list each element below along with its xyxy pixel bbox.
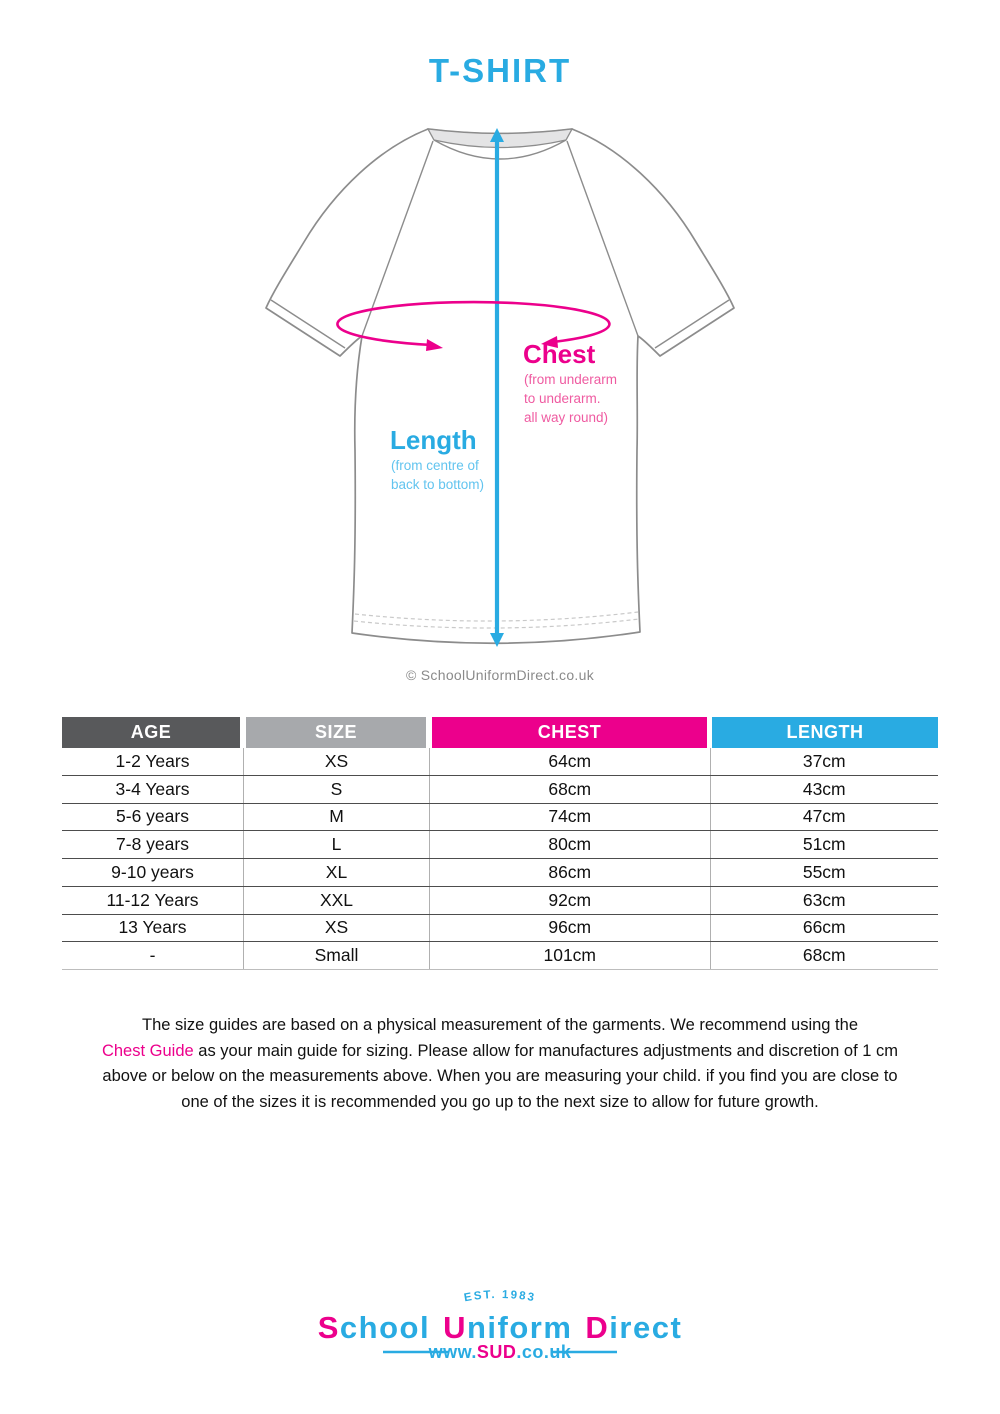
table-row	[62, 887, 938, 915]
cell-chest: 96cm	[429, 915, 710, 942]
logo-word2-initial: U	[443, 1310, 467, 1345]
column-header-size: SIZE	[246, 717, 426, 748]
logo-word3-rest: irect	[609, 1310, 683, 1345]
cell-age: 7-8 years	[116, 834, 189, 855]
logo-word1-rest: chool	[339, 1310, 431, 1345]
table-row	[62, 831, 938, 859]
cell-age: 11-12 Years	[106, 889, 199, 910]
school-uniform-direct-logo	[280, 1272, 720, 1372]
note-line-1: The size guides are based on a physical measurement of the garments. We recommend using the	[142, 1016, 858, 1034]
note-line-4: one of the sizes it is recommended you go up to the next size to allow for future growth.	[181, 1092, 819, 1111]
chest-sub-line-2: to underarm.	[524, 391, 601, 406]
note-line-2-rest: as your main guide for sizing. Please allow for manufactures adjustments and discretion of 1 cm	[193, 1041, 899, 1060]
length-sub-line-2: back to bottom)	[391, 477, 485, 492]
brand-logo	[280, 1272, 720, 1372]
cell-length: 51cm	[710, 831, 939, 858]
page-title: T-SHIRT	[428, 52, 572, 89]
size-table	[62, 717, 938, 970]
cell-size: L	[243, 831, 429, 858]
logo-url-text	[428, 1342, 572, 1362]
cell-size: Small	[243, 942, 429, 969]
cell-length: 37cm	[710, 748, 939, 775]
table-row	[62, 942, 938, 970]
logo-main-text	[318, 1310, 683, 1345]
cell-size: XS	[243, 748, 429, 775]
length-label: Length	[390, 425, 477, 455]
cell-chest: 92cm	[429, 887, 710, 914]
cell-chest: 68cm	[429, 776, 710, 803]
cell-length: 63cm	[710, 887, 939, 914]
table-row	[62, 915, 938, 943]
logo-est-textpath: EST. 1983	[463, 1288, 537, 1305]
table-row	[62, 776, 938, 804]
logo-est-text	[463, 1289, 537, 1304]
cell-size: XXL	[243, 887, 429, 914]
cell-length: 68cm	[710, 942, 939, 969]
chest-label: Chest	[523, 339, 596, 369]
cell-age: 5-6 years	[116, 806, 189, 827]
size-table-header-row	[62, 717, 938, 748]
copyright-text: © SchoolUniformDirect.co.uk	[405, 667, 595, 683]
cell-age: 3-4 Years	[115, 778, 190, 799]
sizing-note	[0, 1013, 1000, 1115]
logo-word3-initial: D	[585, 1310, 610, 1345]
cell-age: -	[149, 945, 156, 966]
cell-size: M	[243, 804, 429, 831]
note-line-2	[0, 1039, 1000, 1065]
table-row	[62, 859, 938, 887]
cell-length: 43cm	[710, 776, 939, 803]
length-sub-line-1: (from centre of	[391, 458, 479, 473]
logo-word2-rest: niform	[466, 1310, 573, 1345]
cell-length: 66cm	[710, 915, 939, 942]
chest-sub-line-3: all way round)	[524, 410, 609, 425]
tshirt-illustration	[240, 110, 760, 670]
chest-sub-line-1: (from underarm	[524, 372, 618, 387]
shirt-outline	[266, 129, 734, 643]
cell-chest: 86cm	[429, 859, 710, 886]
cell-size: S	[243, 776, 429, 803]
logo-word1-initial: S	[317, 1310, 340, 1345]
cell-size: XS	[243, 915, 429, 942]
cell-age: 9-10 years	[111, 861, 194, 882]
cell-length: 55cm	[710, 859, 939, 886]
cell-age: 13 Years	[118, 917, 187, 938]
cell-chest: 74cm	[429, 804, 710, 831]
cell-chest: 80cm	[429, 831, 710, 858]
cell-length: 47cm	[710, 804, 939, 831]
note-line-3: above or below on the measurements above. When you are measuring your child. if you find you are close to	[102, 1067, 898, 1085]
tshirt-diagram	[240, 110, 760, 670]
column-header-age: AGE	[62, 717, 240, 748]
cell-chest: 101cm	[429, 942, 710, 969]
column-header-length: LENGTH	[712, 717, 938, 748]
column-header-chest: CHEST	[432, 717, 707, 748]
table-row	[62, 748, 938, 776]
logo-url-www: www.	[428, 1342, 477, 1362]
chest-guide-highlight: Chest Guide	[101, 1041, 194, 1060]
cell-size: XL	[243, 859, 429, 886]
logo-url-couk: .co.uk	[516, 1342, 572, 1362]
table-row	[62, 804, 938, 832]
logo-url-sud: SUD	[476, 1342, 517, 1362]
cell-chest: 64cm	[429, 748, 710, 775]
cell-age: 1-2 Years	[115, 750, 190, 771]
